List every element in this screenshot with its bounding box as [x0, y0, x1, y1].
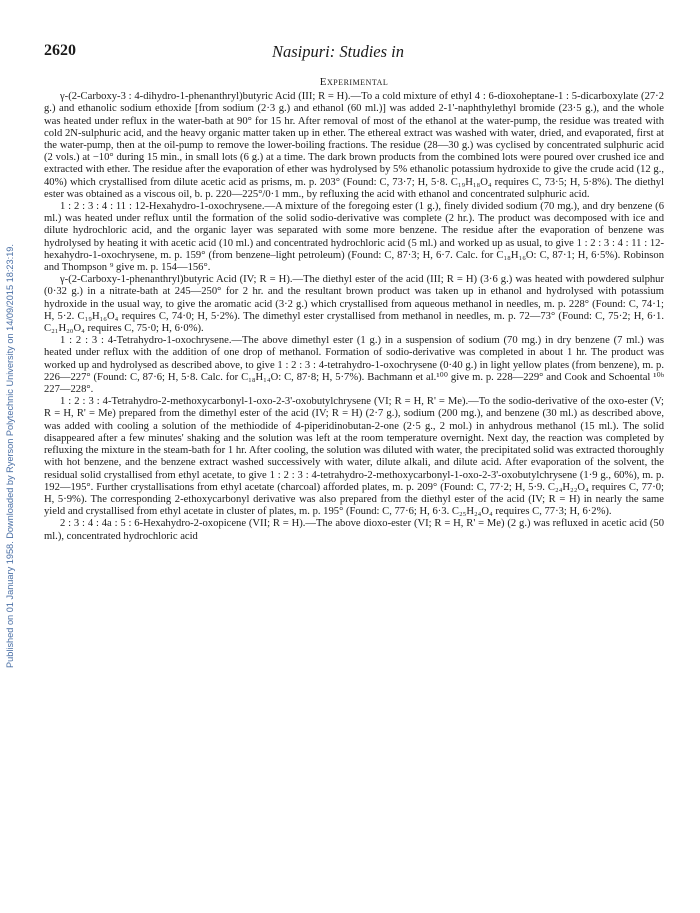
publication-sidebar [0, 0, 20, 913]
paragraph-tetrahydro-oxochrysene: 1 : 2 : 3 : 4-Tetrahydro-1-oxochrysene.—The above dimethyl ester (1 g.) in a suspension of sodium (70 mg.) in dry benzene (7 ml.) was heated under reflux with the addition of one drop of methanol. Formation of sodio-derivative was completed in about 1 hr. The product was worked up and hydrolysed as described above, to give 1 : 2 : 3 : 4-tetrahydro-1-oxochrysene (0·40 g.) in light yellow plates (from benzene), m. p. 226—227° (Found: C, 87·6; H, 5·8. Calc. for C₁₈H₁₄O: C, 87·8; H, 5·7%). Bachmann et al.¹⁰⁰ give m. p. 228—229° and Cook and Schoental ¹⁰ᵇ 227—228°. [44, 335, 664, 396]
paragraph-hexahydro-oxopicene: 2 : 3 : 4 : 4a : 5 : 6-Hexahydro-2-oxopicene (VII; R = H).—The above dioxo-ester (VI; R = H, R' = Me) (2 g.) was refluxed in acetic acid (50 ml.), concentrated hydrochloric acid [44, 518, 664, 542]
paragraph-hexahydro-oxochrysene: 1 : 2 : 3 : 4 : 11 : 12-Hexahydro-1-oxochrysene.—A mixture of the foregoing ester (1 g.), finely divided sodium (70 mg.), and dry benzene (6 ml.) was heated under reflux until the formation of the solid sodio-derivative was complete (2 hr.). The product was decomposed with ice and dilute hydrochloric acid, and the organic layer was separated with some more benzene. The residue after the evaporation of benzene was hydrolysed by heating it with acetic acid (10 ml.) and concentrated hydrochloric acid (5 ml.) and worked up as usual, to give 1 : 2 : 3 : 4 : 11 : 12-hexahydro-1-oxochrysene, m. p. 159° (from benzene–light petroleum) (Found: C, 87·3; H, 6·7. Calc. for C₁₈H₁₆O: C, 87·1; H, 6·5%). Robinson and Thompson ⁹ give m. p. 154—156°. [44, 201, 664, 274]
publication-notice: Published on 01 January 1958. Downloaded by Ryerson Polytechnic University on 14/09/2015 18:23:19. [5, 244, 15, 668]
paragraph-butyric-acid-iii: γ-(2-Carboxy-3 : 4-dihydro-1-phenanthryl)butyric Acid (III; R = H).—To a cold mixture of ethyl 4 : 6-dioxoheptane-1 : 5-dicarboxylate (27·2 g.) and ethanolic sodium ethoxide [from sodium (2·3 g.) and ethanol (60 ml.)] was added 2-1'-naphthylethyl bromide (23·5 g.), and the whole was heated under reflux in the water-bath at 90° for 15 hr. After removal of most of the ethanol at the water-pump, the residue was treated with cold 2N-sulphuric acid, and the heavy organic matter taken up in ether. The ethereal extract was washed with water, dried, and evaporated, first at the water-pump, then at the oil-pump to remove the lower-boiling fractions. The residue (28—30 g.) was cyclised by concentrated sulphuric acid (2 vols.) at −10° during 15 min., in small lots (6 g.) at a time. The dark brown products from the combined lots were poured over crushed ice and extracted with ether. The residue after the evaporation of ether was hydrolysed by 5% ethanolic potassium hydroxide to give the crude acid (12 g., 40%) which crystallised from dilute acetic acid as prisms, m. p. 203° (Found: C, 73·7; H, 5·8. C₁₉H₁₈O₄ requires C, 73·5; H, 5·8%). The diethyl ester was obtained as a viscous oil, b. p. 220—225°/0·1 mm., by refluxing the acid with ethanol and concentrated sulphuric acid. [44, 91, 664, 200]
paragraph-butyric-acid-iv: γ-(2-Carboxy-1-phenanthryl)butyric Acid (IV; R = H).—The diethyl ester of the acid (III; R = H) (3·6 g.) was heated with powdered sulphur (0·32 g.) in a nitrate-bath at 245—250° for 2 hr. and the resultant brown product was taken up in ethanol and hydrolysed with potassium hydroxide in the usual way, to give the aromatic acid (3·2 g.) which crystallised from aqueous methanol in needles, m. p. 228° (Found: C, 74·1; H, 5·2. C₁₉H₁₆O₄ requires C, 74·0; H, 5·2%). The dimethyl ester crystallised from methanol in needles, m. p. 72—73° (Found: C, 75·2; H, 6·1. C₂₁H₂₀O₄ requires C, 75·0; H, 6·0%). [44, 274, 664, 335]
running-title: Nasipuri: Studies in [272, 42, 405, 61]
page-number: 2620 [44, 42, 76, 59]
page-header [44, 42, 659, 64]
article-body [44, 76, 664, 543]
paragraph-oxobutylchrysene: 1 : 2 : 3 : 4-Tetrahydro-2-methoxycarbonyl-1-oxo-2-3'-oxobutylchrysene (VI; R = H, R' = Me).—To the sodio-derivative of the oxo-ester (V; R = H, R' = Me) prepared from the dimethyl ester of the acid (IV; R = H) (2·7 g.), sodium (200 mg.), and benzene (30 ml.) as described above, was added with cooling a solution of the methiodide of 4-piperidinobutan-2-one (2·5 g., 2 mol.) in anhydrous methanol (15 ml.). The solid disappeared after a few minutes' shaking and the solution was left at the room temperature overnight. Next day, the reaction was completed by refluxing the mixture in the steam-bath for 1 hr. After cooling, the solution was diluted with water, the precipitated solid was extracted thoroughly with hot benzene, and the benzene extract washed successively with water, dilute alkali, and dilute acid. After evaporation of the solvent, the residual solid crystallised from ethyl acetate, to give 1 : 2 : 3 : 4-tetrahydro-2-methoxycarbonyl-1-oxo-2-3'-oxobutylchrysene (1·9 g., 60%), m. p. 192—195°. Further crystallisations from ethyl acetate (charcoal) afforded plates, m. p. 209° (Found: C, 77·2; H, 5·9. C₂₄H₂₂O₄ requires C, 77·0; H, 5·9%). The corresponding 2-ethoxycarbonyl derivative was also prepared from the diethyl ester of the acid (IV; R = H) in nearly the same yield and crystallised from ethyl acetate in cluster of plates, m. p. 195° (Found: C, 77·6; H, 6·3. C₂₅H₂₄O₄ requires C, 77·3; H, 6·2%). [44, 396, 664, 518]
section-heading: Experimental [319, 76, 389, 88]
